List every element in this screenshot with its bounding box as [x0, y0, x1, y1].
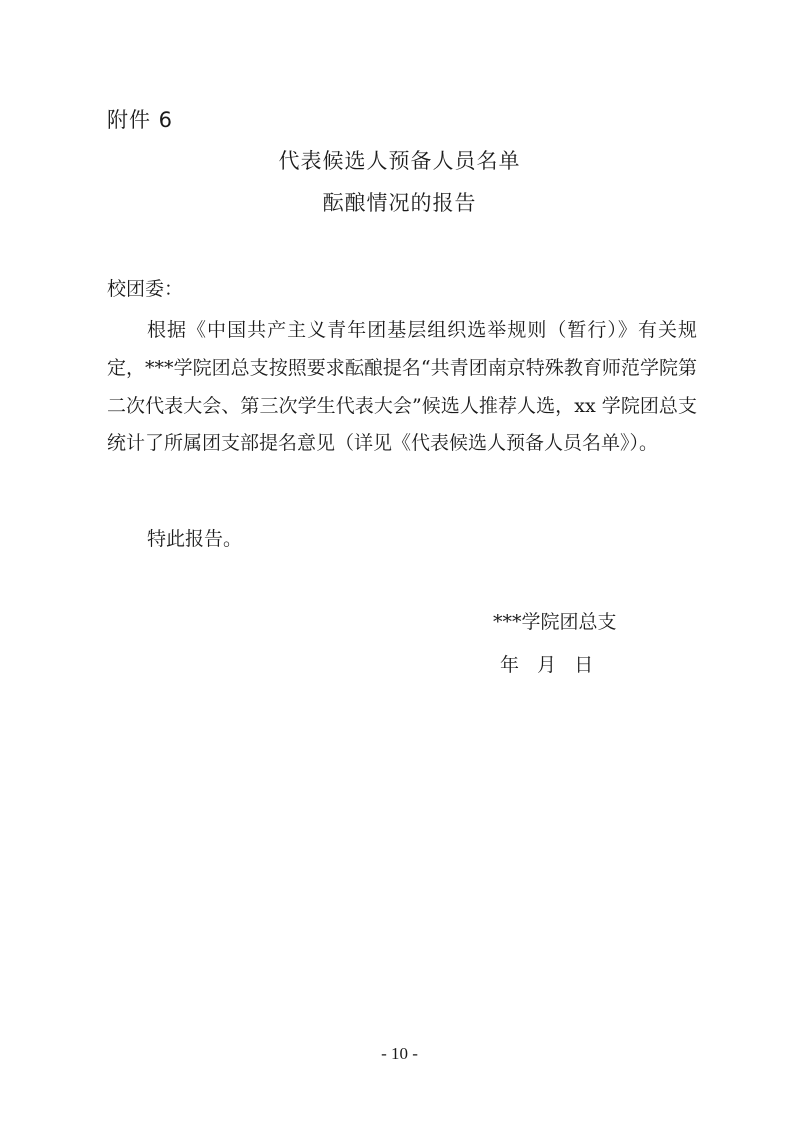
- page-number: - 10 -: [381, 1044, 418, 1063]
- closing-text: 特此报告。: [147, 528, 243, 550]
- attachment-label: 附件 6: [107, 108, 174, 132]
- document-title-line-2: 酝酿情况的报告: [322, 191, 477, 215]
- salutation: 校团委：: [107, 278, 184, 300]
- body-paragraph: 根据《中国共产主义青年团基层组织选举规则（暂行）》有关规定，***学院团总支按照要求酝酿提名“共青团南京特殊教育师范学院第二次代表大会、第三次学生代表大会”候选人推荐人选，xx 学院团总支统计了所属团支部提名意见（详见《代表候选人预备人员名单》）。: [107, 319, 697, 455]
- signature-date: 年 月 日: [500, 654, 594, 676]
- signature-organization: ***学院团总支: [493, 611, 617, 633]
- document-title-line-1: 代表候选人预备人员名单: [278, 149, 521, 173]
